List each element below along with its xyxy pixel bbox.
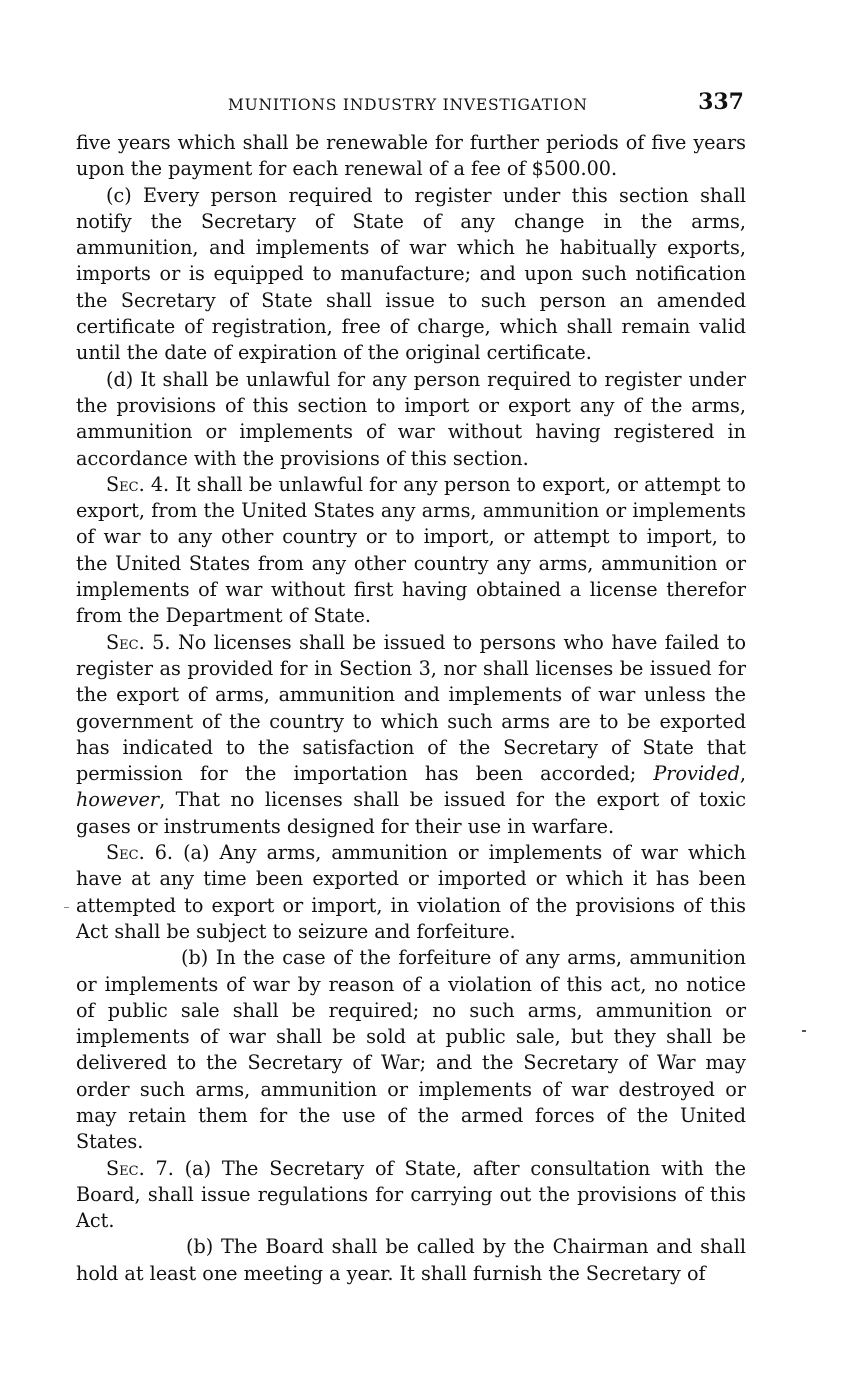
paragraph-text: Every person required to register under this section shall notify the Secretary of State of any change in the arms, ammunition, and implements of war which he habitually exports, imports or is equipped to manufacture; and upon such notification the Secretary of State shall issue to such person an amended certificate of registration, free of charge, which shall remain valid until the date of expiration of the original certificate. bbox=[76, 183, 746, 365]
section-label: Sec. 7. bbox=[106, 1156, 174, 1180]
scan-mark bbox=[802, 1030, 806, 1032]
paragraph-section-4 bbox=[76, 472, 746, 630]
italic-provided: Provided bbox=[653, 762, 740, 786]
paragraph-section-6-b bbox=[76, 945, 746, 1155]
section-label: Sec. 5. bbox=[106, 630, 171, 654]
paragraph-text: five years which shall be renewable for further periods of five years upon the payment for each renewal of a fee of $500.00. bbox=[76, 131, 746, 181]
subsection-label: (a) bbox=[173, 841, 210, 865]
subsection-label: (d) bbox=[106, 367, 134, 391]
scan-mark bbox=[64, 907, 69, 908]
section-label: Sec. 4. bbox=[106, 472, 170, 496]
paragraph-section-5 bbox=[76, 630, 746, 840]
paragraph-text: , That no licenses shall be issued for the export of toxic gases or instruments designed for their use in warfare. bbox=[76, 788, 746, 838]
paragraph-text: Any arms, ammunition or implements of war which have at any time been exported or imported or which it has been attempted to export or import, in violation of the provisions of this Act shall be subject to seizure and forfeiture. bbox=[76, 841, 746, 943]
subsection-label: (b) bbox=[186, 1235, 214, 1259]
paragraph-continuation bbox=[76, 130, 746, 183]
subsection-label: (c) bbox=[106, 183, 132, 207]
paragraph-text: The Secretary of State, after consultation with the Board, shall issue regulations for carrying out the provisions of this Act. bbox=[76, 1156, 747, 1233]
subsection-label: (a) bbox=[173, 1156, 212, 1180]
page-number: 337 bbox=[698, 89, 744, 115]
running-title: MUNITIONS INDUSTRY INVESTIGATION bbox=[228, 96, 588, 114]
paragraph-subsection-d bbox=[76, 367, 746, 472]
paragraph-text: In the case of the forfeiture of any arms, ammunition or implements of war by reason of a violation of this act, no notice of public sale shall be required; no such arms, ammunition or implements of war shall be sold at public sale, but they shall be delivered to the Secretary of War; and the Secretary of War may order such arms, ammunition or implements of war destroyed or may retain them for the use of the armed forces of the United States. bbox=[76, 946, 746, 1154]
document-page bbox=[76, 88, 746, 1287]
section-label: Sec. 6. bbox=[106, 841, 174, 865]
italic-however: however bbox=[76, 788, 160, 812]
paragraph-section-6 bbox=[76, 840, 746, 945]
body-text bbox=[76, 130, 746, 1287]
paragraph-section-7 bbox=[76, 1156, 746, 1235]
paragraph-text: , bbox=[739, 762, 746, 786]
paragraph-section-7-b bbox=[76, 1234, 746, 1287]
paragraph-subsection-c bbox=[76, 183, 746, 367]
paragraph-text: It shall be unlawful for any person required to register under the provisions of this section to import or export any of the arms, ammunition or implements of war without having registered in accordance with the provisions of this section. bbox=[76, 367, 746, 470]
paragraph-text: No licenses shall be issued to persons who have failed to register as provided for in Section 3, nor shall licenses be issued for the export of arms, ammunition and implements of war unless the government of the country to which such arms are to be exported has indicated to the satisfaction of the Secretary of State that permission for the importation has been accorded; bbox=[76, 630, 747, 786]
running-head bbox=[76, 88, 746, 120]
paragraph-text: The Board shall be called by the Chairman and shall hold at least one meeting a year. It shall furnish the Secretary of bbox=[76, 1235, 746, 1285]
subsection-label: (b) bbox=[181, 946, 209, 970]
paragraph-text: It shall be unlawful for any person to export, or attempt to export, from the United States any arms, ammunition or implements of war to any other country or to import, or attempt to import, to the United States from any other country any arms, ammunition or implements of war without first having obtained a license therefor from the Department of State. bbox=[76, 472, 746, 628]
